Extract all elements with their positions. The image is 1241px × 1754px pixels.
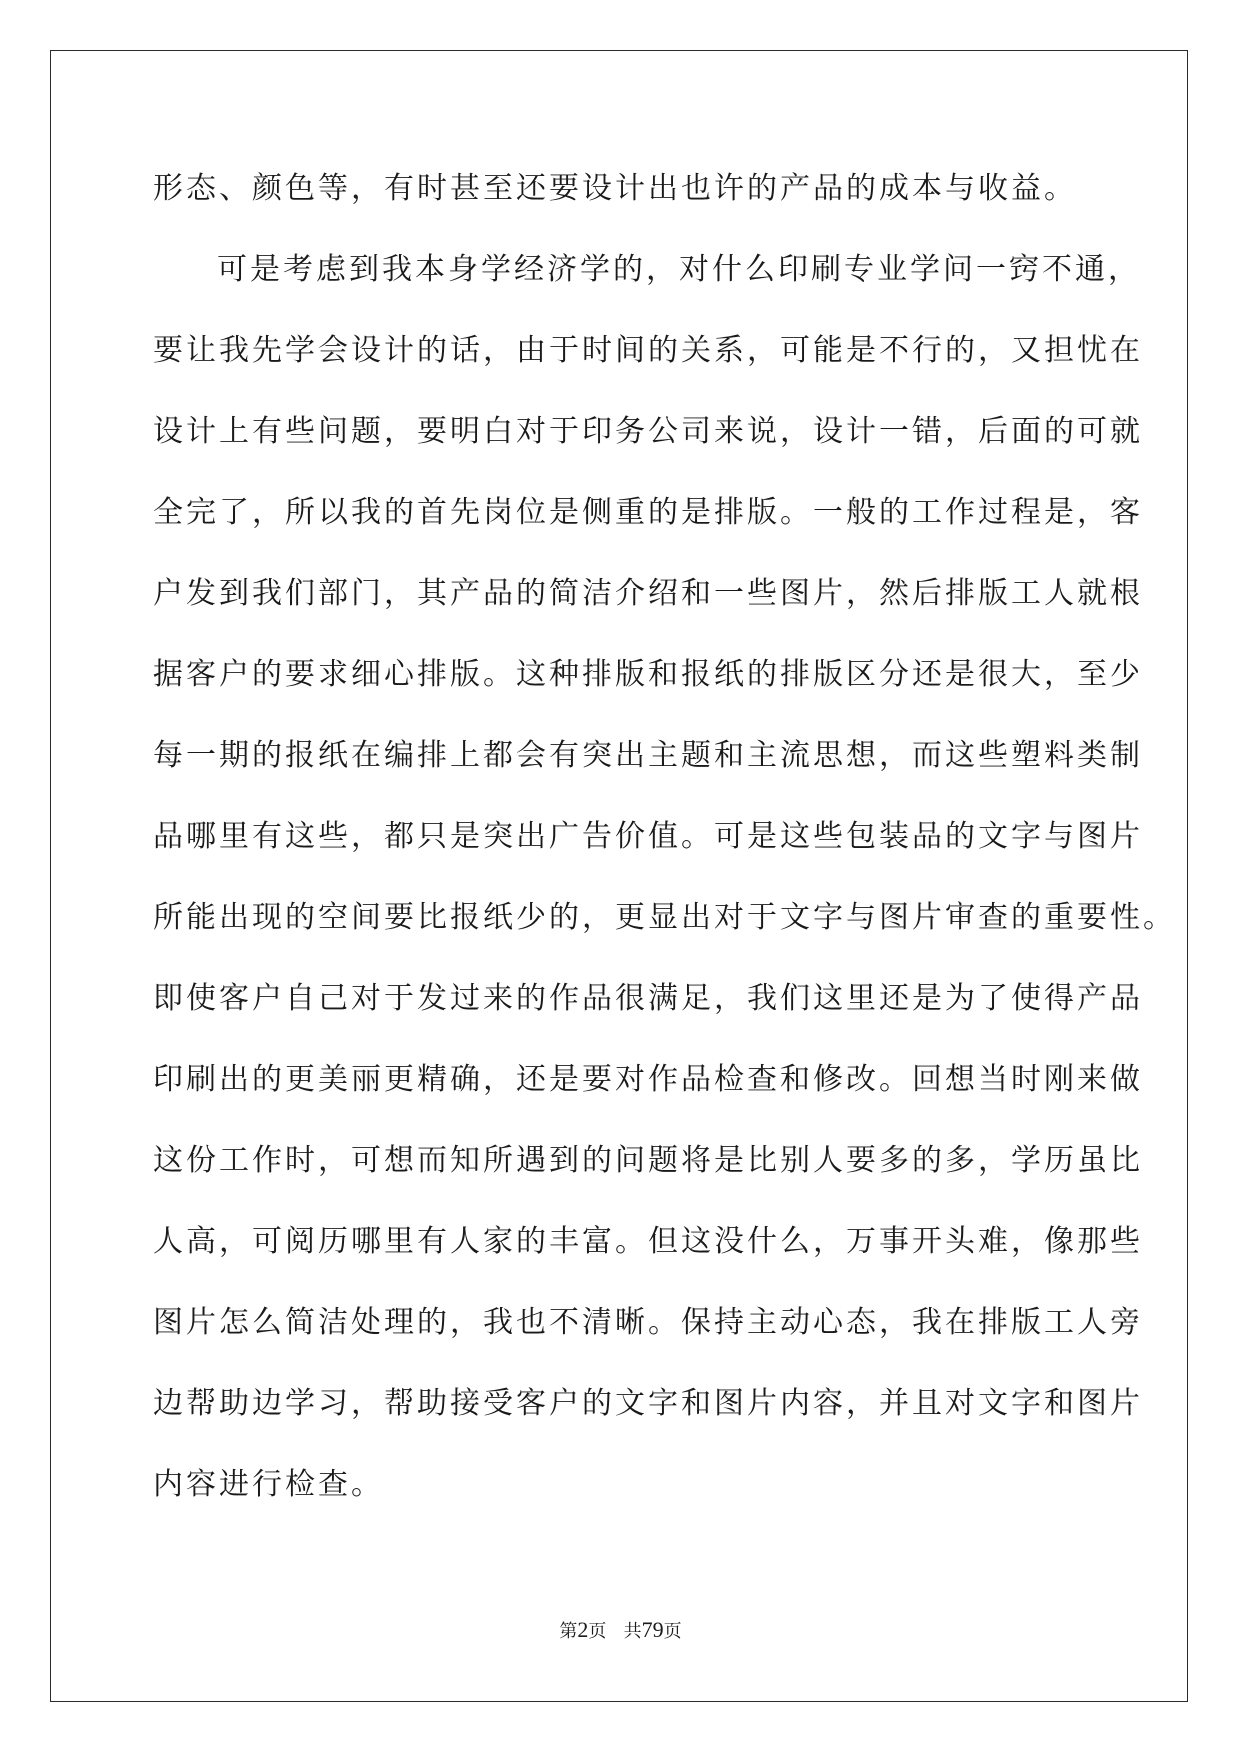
page-label-prefix: 第 bbox=[559, 1621, 578, 1642]
text-line: 全完了，所以我的首先岗位是侧重的是排版。一般的工作过程是，客 bbox=[153, 495, 1143, 530]
text-line: 这份工作时，可想而知所遇到的问题将是比别人要多的多，学历虽比 bbox=[153, 1143, 1143, 1178]
text-line: 图片怎么简洁处理的，我也不清晰。保持主动心态，我在排版工人旁 bbox=[153, 1305, 1143, 1340]
text-line: 内容进行检查。 bbox=[153, 1467, 384, 1502]
text-line: 形态、颜色等，有时甚至还要设计出也许的产品的成本与收益。 bbox=[153, 171, 1077, 206]
text-line: 印刷出的更美丽更精确，还是要对作品检查和修改。回想当时刚来做 bbox=[153, 1062, 1143, 1097]
text-line: 户发到我们部门，其产品的简洁介绍和一些图片，然后排版工人就根 bbox=[153, 576, 1143, 611]
text-line: 即使客户自己对于发过来的作品很满足，我们这里还是为了使得产品 bbox=[153, 981, 1143, 1016]
page-number: 2 bbox=[577, 1617, 589, 1642]
text-line: 设计上有些问题，要明白对于印务公司来说，设计一错，后面的可就 bbox=[153, 414, 1143, 449]
total-pages: 79 bbox=[641, 1617, 664, 1642]
text-line: 人高，可阅历哪里有人家的丰富。但这没什么，万事开头难，像那些 bbox=[153, 1224, 1143, 1259]
total-label-prefix: 共 bbox=[623, 1621, 642, 1642]
text-line: 品哪里有这些，都只是突出广告价值。可是这些包装品的文字与图片 bbox=[153, 819, 1143, 854]
page-footer bbox=[0, 1617, 1241, 1643]
text-line: 边帮助边学习，帮助接受客户的文字和图片内容，并且对文字和图片 bbox=[153, 1386, 1143, 1421]
paragraph-first-line: 可是考虑到我本身学经济学的，对什么印刷专业学问一窍不通， bbox=[217, 252, 1141, 287]
document-body bbox=[153, 148, 1176, 1525]
page-label-suffix: 页 bbox=[588, 1621, 607, 1642]
text-line: 每一期的报纸在编排上都会有突出主题和主流思想，而这些塑料类制 bbox=[153, 738, 1143, 773]
total-label-suffix: 页 bbox=[663, 1621, 682, 1642]
text-line: 所能出现的空间要比报纸少的，更显出对于文字与图片审查的重要性。 bbox=[153, 900, 1176, 935]
text-line: 据客户的要求细心排版。这种排版和报纸的排版区分还是很大，至少 bbox=[153, 657, 1143, 692]
text-line: 要让我先学会设计的话，由于时间的关系，可能是不行的，又担忧在 bbox=[153, 333, 1143, 368]
